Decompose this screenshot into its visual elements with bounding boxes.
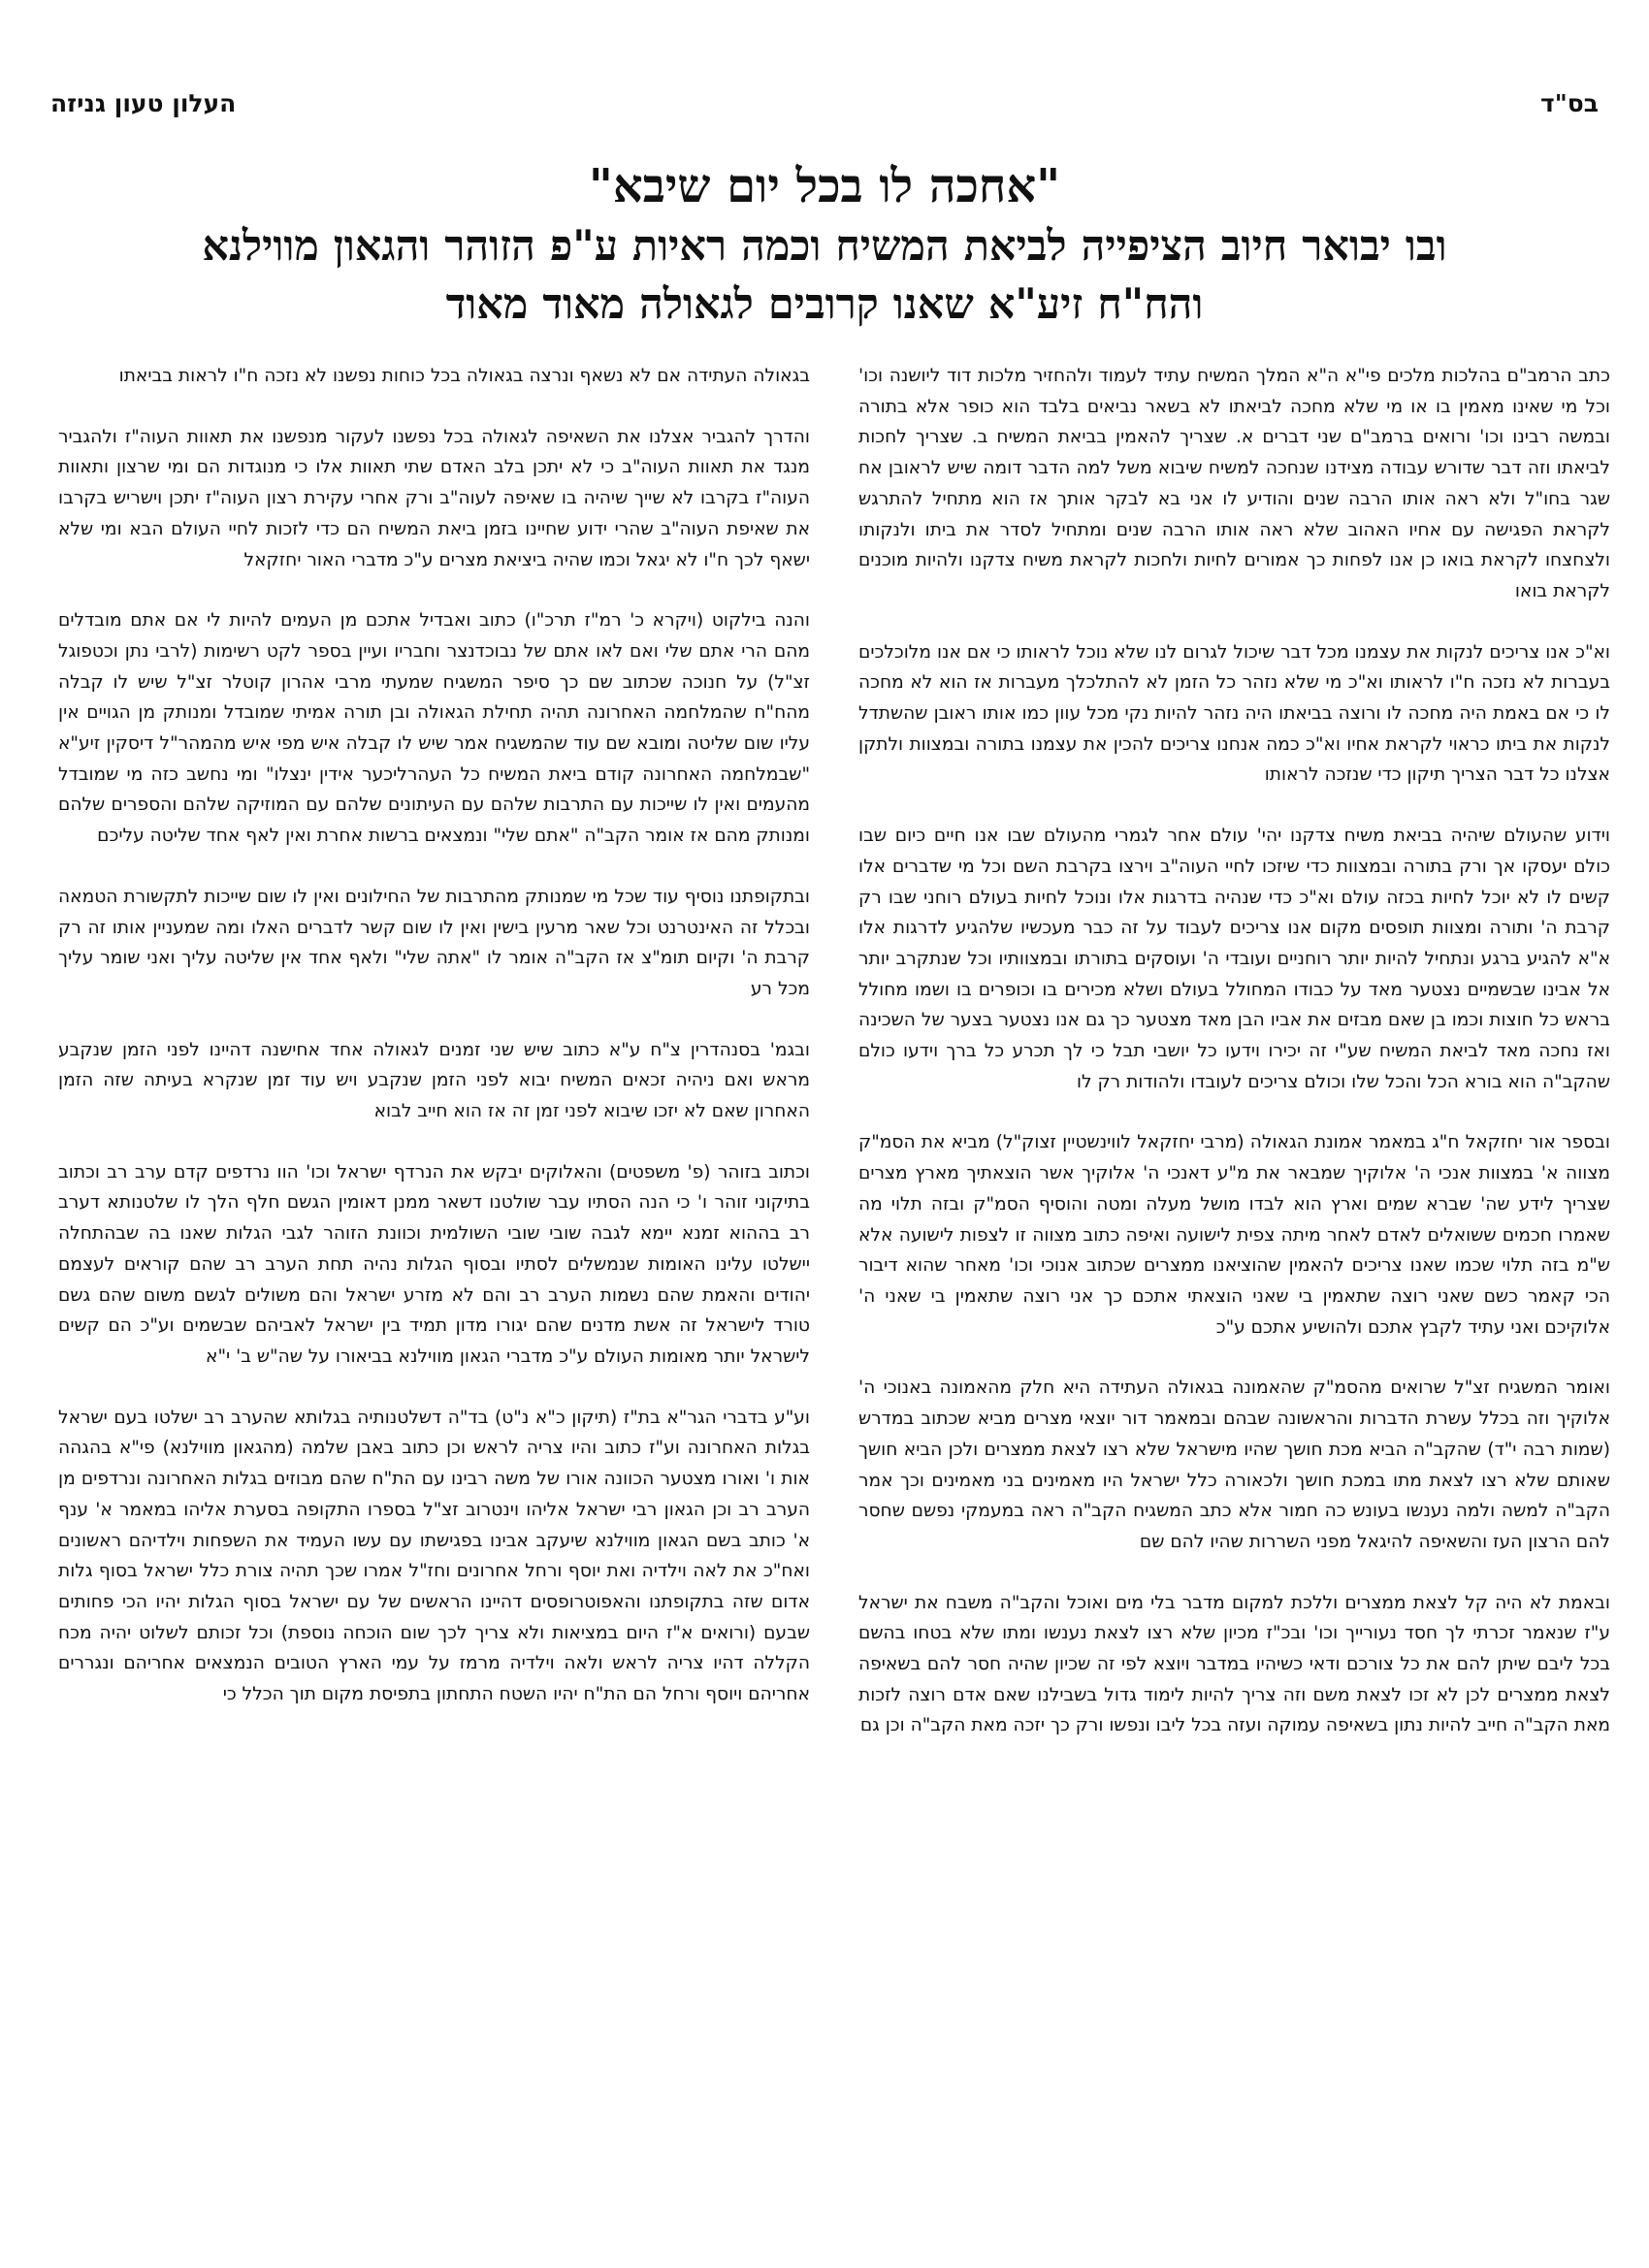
left-paragraph-7: וע"ע בדברי הגר"א בת"ז (תיקון כ"א נ"ט) בד"ה דשלטנותיה בגלותא שהערב רב ישלטו בעם ישראל בגלות האחרונה וע"ז כתוב והיו צריה לראש וכן כתוב באבן שלמה (מהגאון מווילנא) פי"א בהגהה אות ו' ואורו מצטער הכוונה אורו של משה רבינו עם הת"ח שהם מבוזים בגלות האחרונה ונרדפים מן הערב רב וכן הגאון רבי ישראל אליהו וינטרוב זצ"ל בספרו התקופה בסערת אליהו במאמר א' ענף א' כותב בשם הגאון מווילנא שיעקב אבינו בפגישתו עם עשו העמיד את השפחות וילדיהם ראשונים ואח"כ את לאה וילדיה ואת יוסף ורחל אחרונים וחז"ל אמרו שכך תהיה צורת כלל ישראל בסוף גלות אדום שזה בתקופתנו והאפוטרופסים דהיינו הראשים של עם ישראל בסוף הגלות יהיו הכי פחותים שבעם (ורואים א"ז היום במציאות ולא צריך לכך שום הוכחה נוספת) וכל זכותם לשלוט יהיה מכח הקללה דהיו צריה לראש ולאה וילדיה מרמז על עמי הארץ הטובים הנמצאים אחריהם ונגררים אחריהם ויוסף ורחל הם הת"ח יהיו השטח התחתון בתפיסת מקום תוך הכלל כי xyxy=(58,1407,810,1705)
subtitle-line-2: והח"ח זיע"א שאנו קרובים לגאולה מאוד מאוד xyxy=(445,280,1204,329)
right-column xyxy=(858,361,1610,2252)
left-paragraph-2: והדרך להגביר אצלנו את השאיפה לגאולה בכל נפשנו לעקור מנפשנו את תאוות העוה"ז ולהגביר מנגד את תאוות העוה"ב כי לא יתכן בלב האדם שתי תאוות אלו כי מנוגדות הם ומי שרצון ותאוות העוה"ז בקרבו לא שייך שיהיה בו שאיפה לעוה"ב ורק אחרי עקירת רצון העוה"ז יתכן וישריש בקרבו את שאיפת העוה"ב שהרי ידוע שחיינו בזמן ביאת המשיח הם כדי לזכות לחיי העולם הבא ומי שלא ישאף לכך ח"ו לא יגאל וכמו שהיה ביציאת מצרים ע"כ מדברי האור יחזקאל xyxy=(58,426,810,570)
right-paragraph-5: ואומר המשגיח זצ"ל שרואים מהסמ"ק שהאמונה בגאולה העתידה היא חלק מהאמונה באנוכי ה' אלוקיך וזה בכלל עשרת הדברות והראשונה שבהם ובמאמר דור יוצאי מצרים מביא שכתוב במדרש (שמות רבה י"ד) שהקב"ה הביא מכת חושך שהיו מישראל שלא רצו לצאת ממצרים ולכן הביא חושך שאותם שלא רצו לצאת מתו במכת חושך ולכאורה כלל ישראל היו מאמינים בני מאמינים וכך אמר הקב"ה למשה ולמה נענשו בעונש כה חמור אלא כתב המשגיח הקב"ה ראה במעמקי נפשם שחסר להם הרצון העז והשאיפה להיגאל מפני השררות שהיו להם שם xyxy=(858,1377,1610,1552)
right-paragraph-3: וידוע שהעולם שיהיה בביאת משיח צדקנו יהי' עולם אחר לגמרי מהעולם שבו אנו חיים כיום שבו כולם יעסקו אך ורק בתורה ובמצוות כדי שיזכו לחיי העוה"ב וירצו בקרבת השם וכל מי שדברים אלו קשים לו לא יוכל לחיות בכזה עולם וא"כ כדי שנהיה בדרגות אלו ונוכל לחיות בעולם רוחני שבו רק קרבת ה' ותורה ומצוות תופסים מקום אנו צריכים לעבוד על זה כבר מעכשיו שלהגיע לדרגות אלו א"א להגיע ברגע ונתחיל להיות יותר רוחניים ועובדי ה' ועוסקים בתורתו ובמצוותיו וכל שנתקרב יותר אל אבינו שבשמיים נצטער מאד על כבודו המחולל בעולם ושלא מכירים בו וכופרים בו ושמו מחולל בראש כל חוצות וכמו בן שאם מבזים את אביו הבן מאד מצטער כך גם אנו נצטער בצער של השכינה ואז נחכה מאד לביאת המשיח שע"י זה יכירו וידעו כל יושבי תבל כי לך תכרע כל ברך וידעו כולם שהקב"ה הוא בורא הכל והכל שלו וכולם צריכים לעובדו ולהודות רק לו xyxy=(858,826,1610,1092)
left-paragraph-1: בגאולה העתידה אם לא נשאף ונרצה בגאולה בכל כוחות נפשנו לא נזכה ח"ו לראות בביאתו xyxy=(118,366,810,386)
header-geniza-notice: העלון טעון גניזה xyxy=(50,89,237,117)
left-column xyxy=(58,361,810,2252)
title-block xyxy=(58,157,1591,332)
right-paragraph-4: ובספר אור יחזקאל ח"ג במאמר אמונת הגאולה (מרבי יחזקאל לווינשטיין זצוק"ל) מביא את הסמ"ק מצווה א' במצוות אנכי ה' אלוקיך שמבאר את מ"ע דאנכי ה' אלוקיך אשר הוצאתיך מארץ מצרים שצריך לידע שה' שברא שמים וארץ הוא לבדו מושל מעלה ומטה והוסיף הסמ"ק ובזה תלוי מה שאמרו חכמים ששואלים לאדם לאחר מיתה צפית לישועה ואיפה כתוב מצווה זו לצפות לישועה אלא ש"מ בזה תלוי שכמו שאנו צריכים להאמין שהוציאנו ממצרים שכתוב אנוכי וכו' מאחר שהוא דיבור הכי קאמר כשם שאני רוצה שתאמין בי שאני הוצאתי אתכם כך אני רוצה שתאמין בי שאני ה' אלוקיכם ואני עתיד לקבץ אתכם ולהושיע אתכם ע"כ xyxy=(858,1132,1610,1338)
left-paragraph-3: והנה בילקוט (ויקרא כ' רמ"ז תרכ"ו) כתוב ואבדיל אתכם מן העמים להיות לי אם אתם מובדלים מהם הרי אתם שלי ואם לאו אתם של נבוכדנצר וחבריו ועיין בספר לקט רשימות (לרבי נתן וכטפוגל זצ"ל) על חנוכה שכתוב שם כך סיפר המשגיח שמעתי מרבי אהרון קוטלר זצ"ל שיש לו קבלה מהח"ח שהמלחמה האחרונה תהיה תחילת הגאולה ובן תורה אמיתי שמובדל ומנותק מן הגויים אין עליו שום שליטה ומובא שם עוד שהמשגיח אמר שיש לו קבלה איש מפי איש מהמהר"ל דיסקין זיע"א "שבמלחמה האחרונה קודם ביאת המשיח כל העהרליכער אידין ינצלו" ומי נחשב כזה מי שמובדל מהעמים ואין לו שייכות עם התרבות שלהם עם העיתונים שלהם עם המוזיקה שלהם והספרים שלהם ומנותק מהם אז אומר הקב"ה "אתם שלי" ונמצאים ברשות אחרת ואין לאף אחד שליטה עליכם xyxy=(58,610,810,847)
main-title: "אחכה לו בכל יום שיבא" xyxy=(588,159,1061,213)
right-paragraph-6: ובאמת לא היה קל לצאת ממצרים וללכת למקום מדבר בלי מים ואוכל והקב"ה משבח את ישראל ע"ז שנאמר זכרתי לך חסד נעורייך וכו' ובכ"ז מכיון שלא רצו לצאת נענשו ומתו שלא בטחו בהשם בכל ליבם שיתן להם את כל צורכם ודאי כשיהיו במדבר ויוצא לפי זה שכיון שהיה חסר להם בשאיפה לצאת ממצרים לכן לא זכו לצאת משם וזה צריך להיות לימוד גדול בשבילנו שאם אדם רוצה לזכות מאת הקב"ה חייב להיות נתון בשאיפה עמוקה ועזה בכל ליבו ונפשו ורק כך יזכה מאת הקב"ה וכן גם xyxy=(858,1592,1610,1736)
left-paragraph-5: ובגמ' בסנהדרין צ"ח ע"א כתוב שיש שני זמנים לגאולה אחד אחישנה דהיינו לפני הזמן שנקבע מראש ואם ניהיה זכאים המשיח יבוא לפני הזמן שנקבע ויש עוד זמן שנקרא בעיתה שזה הזמן האחרון שאם לא יזכו שיבוא לפני זמן זה אז הוא חייב לבוא xyxy=(58,1039,810,1122)
header-bsd: בס"ד xyxy=(1540,89,1599,117)
subtitle-line-1: ובו יבואר חיוב הציפייה לביאת המשיח וכמה ראיות ע"פ הזוהר והגאון מווילנא xyxy=(202,222,1447,271)
left-paragraph-4: ובתקופתנו נוסיף עוד שכל מי שמנותק מהתרבות של החילונים ואין לו שום שייכות לתקשורת הטמאה ובכלל זה האינטרנט וכל שאר מרעין בישין ואין לו שום קשר לדברים האלו ומה שמעניין אותו זה רק קרבת ה' וקיום תומ"צ אז הקב"ה אומר לו "אתה שלי" ולאף אחד אין שליטה עליך ואני שומר עליך מכל רע xyxy=(58,886,810,999)
left-paragraph-6: וכתוב בזוהר (פ' משפטים) והאלוקים יבקש את הנרדף ישראל וכו' הוו נרדפים קדם ערב רב וכתוב בתיקוני זוהר ו' כי הנה הסתיו עבר שולטנו דשאר ממנן דאומין הגשם חלף הלך לו שלטנותא דערב רב בההוא זמנא יימא לגבה שובי שובי השולמית וכוונת הזוהר לגבי הגלות שאנו בה שבהתחלה יישלטו עלינו האומות שנמשלים לסתיו ובסוף הגלות נהיה תחת הערב רב שהם קוראים לעצמם יהודים והאמת שהם נשמות הערב רב והם לא מזרע ישראל והם משולים לגשם משום שהם גשם טורד לישראל זה אשת מדנים שהם יגורו מדון תמיד בין ישראל לאביהם שבשמים וע"כ הם קשים לישראל יותר מאומות העולם ע"כ מדברי הגאון מווילנא בביאורו על שה"ש ב' י"א xyxy=(58,1161,810,1367)
right-paragraph-1: כתב הרמב"ם בהלכות מלכים פי"א ה"א המלך המשיח עתיד לעמוד ולהחזיר מלכות דוד ליושנה וכו' וכל מי שאינו מאמין בו או מי שלא מחכה לביאתו לא בשאר נביאים בלבד הוא כופר אלא בתורה ובמשה רבינו וכו' ורואים ברמב"ם שני דברים א. שצריך להאמין בביאת המשיח ב. שצריך לחכות לביאתו וזה דבר שדורש עבודה מצידנו שנחכה למשיח שיבוא משל למה הדבר דומה שיש לראובן אח שגר בחו"ל ולא ראה אותו הרבה שנים והודיע לו אני בא לבקר אותך אז הוא מתחיל להתרגש לקראת הפגישה עם אחיו האהוב שלא ראה אותו הרבה שנים ומתחיל לסדר את ביתו ולנקותו ולצחצחו לקראת בואו כן אנו לפחות כך אמורים לחיות ולחכות לקראת משיח צדקנו ולהיות מוכנים לקראת בואו xyxy=(858,366,1610,601)
right-paragraph-2: וא"כ אנו צריכים לנקות את עצמנו מכל דבר שיכול לגרום לנו שלא נוכל לראותו כי אם אנו מלוכלכים בעברות לא נזכה ח"ו לראותו וא"כ מי שלא נזהר כל הזמן לא להתלכלך מעברות אז הוא לא מחכה לו כי אם באמת היה מחכה לו ורוצה בביאתו היה נזהר להיות נקי מכל עוון כמו אותו ראובן שהשתדל לנקות את ביתו כראוי לקראת אחיו וא"כ כמה אנחנו צריכים להכין את עצמנו בתורה ובמצוות ולתקן אצלנו כל דבר הצריך תיקון כדי שנזכה לראותו xyxy=(858,641,1610,786)
